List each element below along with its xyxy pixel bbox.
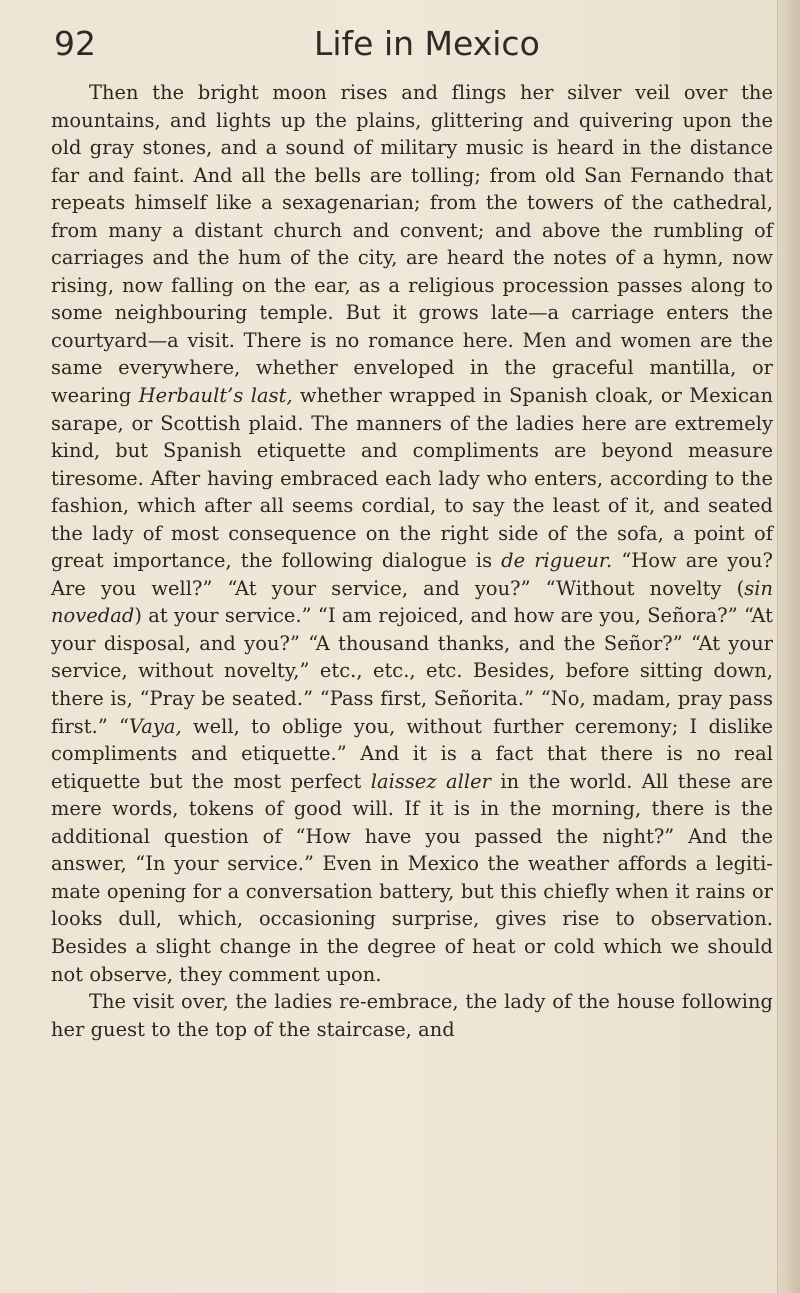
page-header — [54, 18, 754, 66]
text-run: well, to oblige you, without further ceremony; I dislike compliments and etiquette.” And it is a fact that there is no real etiquette but the most perfect — [51, 714, 773, 793]
page-number: 92 — [54, 24, 96, 63]
italic-text: laissez aller — [370, 769, 491, 793]
italic-text: de rigueur. — [501, 549, 613, 573]
paragraph-2: The visit over, the ladies re-embrace, the lady of the house following her guest to the top of the staircase, and — [51, 990, 773, 1041]
text-run: Then the bright moon rises and flings her silver veil over the mountains, and lights up the plains, glittering and quivering upon the old gray stones, and a sound of military music is heard in the distance far and faint. And all the bells are tolling; from old San Fernando that repeats himself like a sexagenarian; from the towers of the cathedral, from many a distant church and convent; and above the rumbling of carriages and the hum of the city, are heard the notes of a hymn, now rising, now falling on the ear, as a religious procession passes along to some neighbouring temple. But it grows late—a carriage enters the courtyard—a visit. There is no romance here. Men and women are the same everywhere, whether enveloped in the graceful mantilla, or wearing — [51, 81, 773, 408]
body-text — [51, 79, 773, 1043]
text-run: in the world. All these are mere words, tokens of good will. If it is in the morning, there is the additional question of “How have you passed the night?” And the answer, “In your service.” Even in Mexico the weather affords a legiti- mate opening for a conversation battery, but this chiefly when it rains or looks dull, which, occasioning surprise, gives rise to observation. Besides a slight change in the degree of heat or cold which we should not observe, they comment upon. — [51, 769, 773, 986]
text-run: “How are you? Are you well?” “At your service, and you?” “Without novelty ( — [51, 549, 773, 600]
italic-text: sin novedad — [51, 576, 773, 628]
italic-text: Herbault’s last, — [138, 384, 293, 408]
running-head: Life in Mexico — [314, 24, 540, 63]
adjacent-page-edge — [777, 0, 800, 1293]
text-run: ) at your service.” “I am rejoiced, and how are you, Señora?” “At your disposal, and you?” “A thousand thanks, and the Señor?” “At your service, without novelty,” etc., etc., etc. Besides, before sitting down, there is, “Pray be seated.” “Pass first, Señorita.” “No, madam, pray pass first.” “ — [51, 604, 773, 738]
text-run: whether wrapped in Spanish cloak, or Mexican sarape, or Scottish plaid. The manners of the ladies here are extremely kind, but Spanish etiquette and compliments are beyond measure tiresome. After having embraced each lady who enters, according to the fashion, which after all seems cordial, to say the least of it, and seated the lady of most consequence on the right side of the sofa, a point of great importance, the following dialogue is — [51, 384, 773, 573]
paragraph-1 — [51, 79, 773, 988]
italic-text: Vaya, — [129, 714, 182, 738]
